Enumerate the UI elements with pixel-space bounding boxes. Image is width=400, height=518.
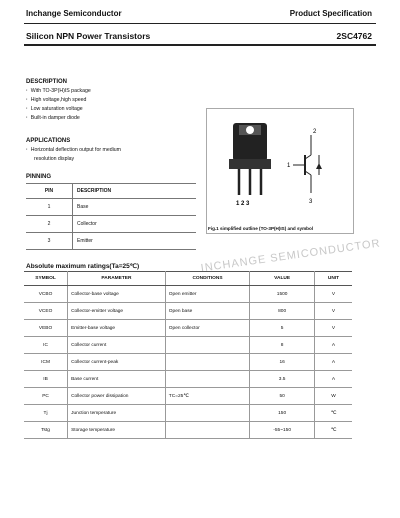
table-row <box>24 320 352 337</box>
cell: Tstg <box>24 422 68 439</box>
figure-caption: Fig.1 simplified outline (TO-3P(H)IS) and symbol <box>208 226 314 231</box>
col-header: UNIT <box>315 272 352 286</box>
cell: V <box>315 303 352 320</box>
cell: Collector-base voltage <box>68 286 166 303</box>
sym-pin-1: 1 <box>287 163 291 169</box>
pin-numbers: 1 2 3 <box>236 201 250 207</box>
cell: Junction temperature <box>68 405 166 422</box>
cell: ℃ <box>315 422 352 439</box>
cell: 3.5 <box>250 371 315 388</box>
col-header: PIN <box>26 184 73 199</box>
cell <box>165 371 249 388</box>
cell <box>165 337 249 354</box>
cell: IB <box>24 371 68 388</box>
cell: PC <box>24 388 68 405</box>
cell: VCBO <box>24 286 68 303</box>
watermark: INCHANGE SEMICONDUCTOR <box>200 237 382 275</box>
col-header: DESCRIPTION <box>73 184 197 199</box>
table-row <box>24 303 352 320</box>
cell: IC <box>24 337 68 354</box>
cell: Collector current-peak <box>68 354 166 371</box>
cell: V <box>315 286 352 303</box>
cell: VCEO <box>24 303 68 320</box>
cell: 5 <box>250 320 315 337</box>
cell: Emitter-base voltage <box>68 320 166 337</box>
cell: ICM <box>24 354 68 371</box>
description-heading: DESCRIPTION <box>26 79 68 85</box>
cell: -55~150 <box>250 422 315 439</box>
package-drawing <box>207 109 353 233</box>
cell: Emitter <box>73 233 197 250</box>
company-name: Inchange Semiconductor <box>26 9 122 18</box>
cell: Open collector <box>165 320 249 337</box>
col-header: SYMBOL <box>24 272 68 286</box>
applications-heading: APPLICATIONS <box>26 138 71 144</box>
list-item: · Low saturation voltage <box>26 106 83 112</box>
cell: A <box>315 371 352 388</box>
cell <box>165 422 249 439</box>
part-number: 2SC4762 <box>336 31 372 41</box>
table-row <box>24 337 352 354</box>
cell: Base <box>73 199 197 216</box>
cell: VEBO <box>24 320 68 337</box>
cell: A <box>315 337 352 354</box>
cell: Collector <box>73 216 197 233</box>
cell: 1500 <box>250 286 315 303</box>
pinning-table <box>26 183 196 250</box>
col-header: VALUE <box>250 272 315 286</box>
table-row <box>24 405 352 422</box>
cell: 8 <box>250 337 315 354</box>
table-row <box>26 216 196 233</box>
cell: 3 <box>26 233 73 250</box>
pinning-heading: PINNING <box>26 174 52 180</box>
cell: 800 <box>250 303 315 320</box>
list-item: resolution display <box>34 156 75 162</box>
cell: 1 <box>26 199 73 216</box>
product-title: Silicon NPN Power Transistors <box>26 31 151 41</box>
description-list <box>26 87 91 123</box>
amr-title: Absolute maximum ratings(Ta=25℃) <box>26 263 140 270</box>
cell: Open emitter <box>165 286 249 303</box>
table-header-row <box>26 184 196 199</box>
cell <box>165 405 249 422</box>
sym-pin-2: 2 <box>313 129 317 135</box>
cell: Base current <box>68 371 166 388</box>
table-row <box>24 286 352 303</box>
list-item: · High voltage,high speed <box>26 97 87 103</box>
cell: Tj <box>24 405 68 422</box>
cell: ℃ <box>315 405 352 422</box>
table-row <box>24 388 352 405</box>
table-header-row <box>24 272 352 286</box>
table-row <box>26 233 196 250</box>
col-header: PARAMETER <box>68 272 166 286</box>
cell: V <box>315 320 352 337</box>
cell: Collector current <box>68 337 166 354</box>
cell: Storage temperature <box>68 422 166 439</box>
title-rule <box>24 44 376 46</box>
cell: Collector-emitter voltage <box>68 303 166 320</box>
table-row <box>26 199 196 216</box>
list-item: · Horizontal deflection output for medium <box>26 147 121 153</box>
col-header: CONDITIONS <box>165 272 249 286</box>
cell: A <box>315 354 352 371</box>
cell: Collector power dissipation <box>68 388 166 405</box>
cell: W <box>315 388 352 405</box>
cell: 16 <box>250 354 315 371</box>
header-rule <box>24 23 376 24</box>
applications-list <box>26 146 121 164</box>
cell: 50 <box>250 388 315 405</box>
cell <box>165 354 249 371</box>
amr-table <box>24 271 352 439</box>
cell: 2 <box>26 216 73 233</box>
table-row <box>24 371 352 388</box>
list-item: · With TO-3P(H)IS package <box>26 88 91 94</box>
cell: Open base <box>165 303 249 320</box>
figure-box <box>206 108 354 234</box>
cell: 150 <box>250 405 315 422</box>
sym-pin-3: 3 <box>309 199 313 205</box>
list-item: · Built-in damper diode <box>26 115 80 121</box>
doc-type: Product Specification <box>289 9 372 18</box>
table-row <box>24 422 352 439</box>
table-row <box>24 354 352 371</box>
cell: TC=25℃ <box>165 388 249 405</box>
